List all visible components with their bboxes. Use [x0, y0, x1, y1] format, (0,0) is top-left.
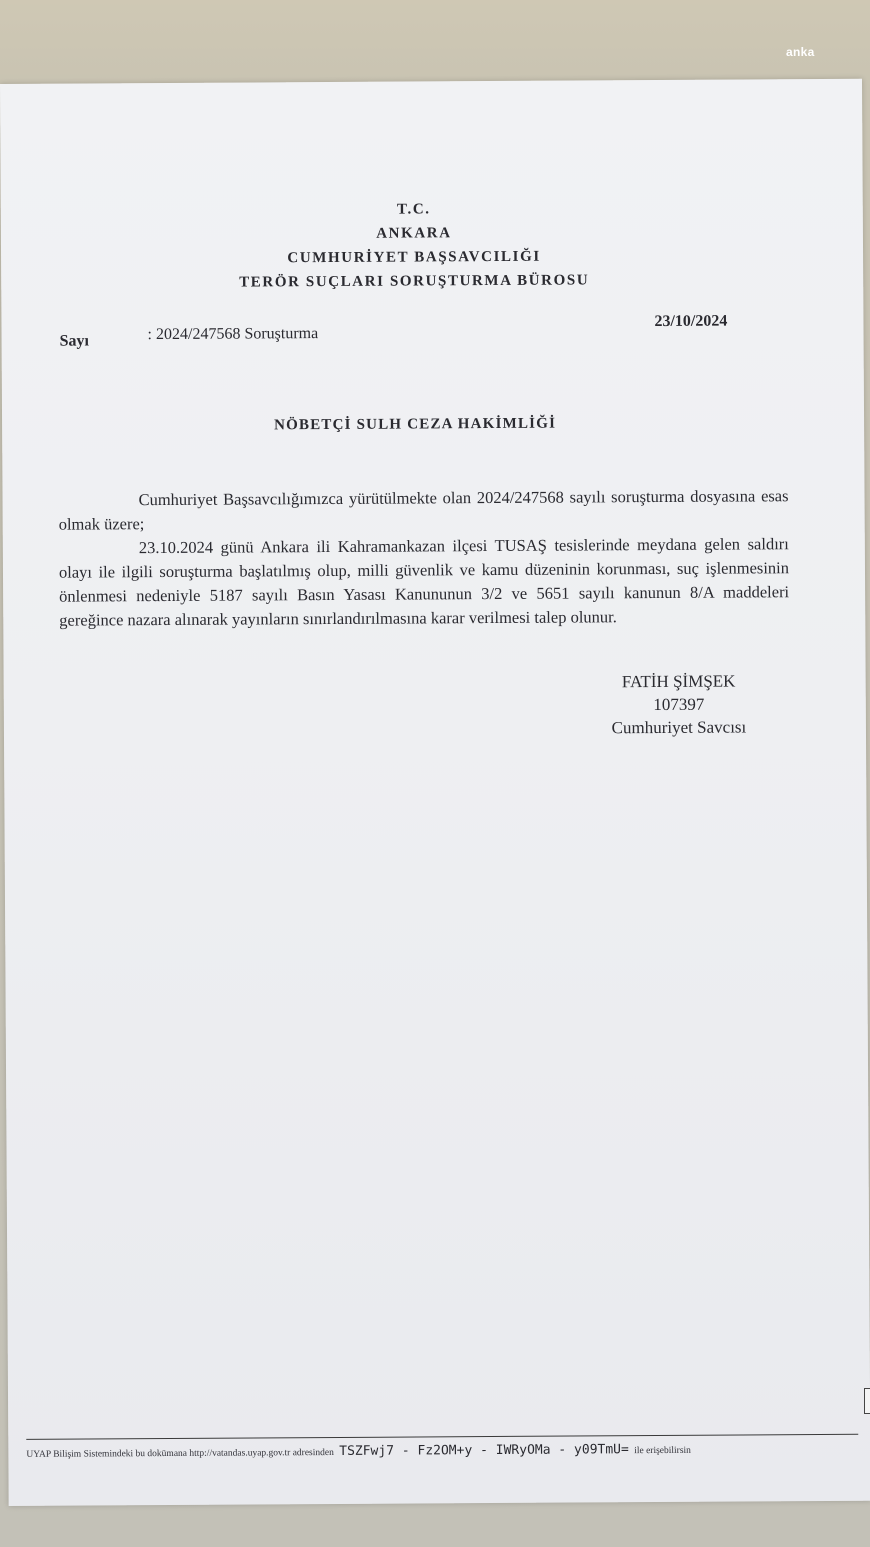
letterhead-country: T.C. — [396, 201, 431, 218]
footer-divider — [26, 1434, 858, 1440]
body-paragraph-2: 23.10.2024 günü Ankara ili Kahramankazan ilçesi TUSAŞ tesislerinde meydana gelen saldırı olayı ile ilgili soruşturma başlatılmış olup, milli güvenlik ve kamu düzeninin korunması, suç işlenmesinin önlenmesi nedeniyle 5187 sayılı Basın Yasası Kanununun 3/2 ve 5651 sayılı kanunun 8/A maddeleri gereğince nazara alınarak yayınların sınırlandırılmasına karar verilmesi talep olunur. — [58, 534, 790, 630]
signature-block — [564, 669, 794, 739]
letterhead-city: ANKARA — [376, 225, 452, 242]
official-letter — [0, 79, 870, 1506]
footer-prefix: UYAP Bilişim Sistemindeki bu dokümana http://vatandas.uyap.gov.tr adresinden — [26, 1447, 334, 1460]
letterhead — [1, 195, 828, 296]
verification-code: TSZFwj7 - Fz2OM+y - IWRyOMa - y09TmU= — [339, 1442, 629, 1459]
letter-body — [58, 484, 789, 632]
uyap-footer — [26, 1441, 866, 1461]
footer-suffix: ile erişebilirsin — [634, 1445, 691, 1457]
body-paragraph-1: Cumhuriyet Başsavcılığımızca yürütülmekte olan 2024/247568 sayılı soruşturma dosyasına esas olmak üzere; — [58, 486, 789, 534]
reference-number: : 2024/247568 Soruşturma — [147, 325, 319, 344]
page-edge-mark — [864, 1388, 870, 1414]
letterhead-office: CUMHURİYET BAŞSAVCILIĞI — [287, 248, 541, 267]
document-date: 23/10/2024 — [654, 312, 728, 331]
signatory-name: FATİH ŞİMŞEK — [621, 671, 736, 692]
signatory-title: Cumhuriyet Savcısı — [611, 717, 747, 738]
letterhead-bureau: TERÖR SUÇLARI SORUŞTURMA BÜROSU — [239, 272, 590, 291]
addressee-title: NÖBETÇİ SULH CEZA HAKİMLİĞİ — [274, 415, 557, 434]
signatory-number: 107397 — [653, 694, 705, 715]
agency-watermark: anka — [786, 45, 815, 59]
reference-label: Sayı — [59, 332, 89, 350]
